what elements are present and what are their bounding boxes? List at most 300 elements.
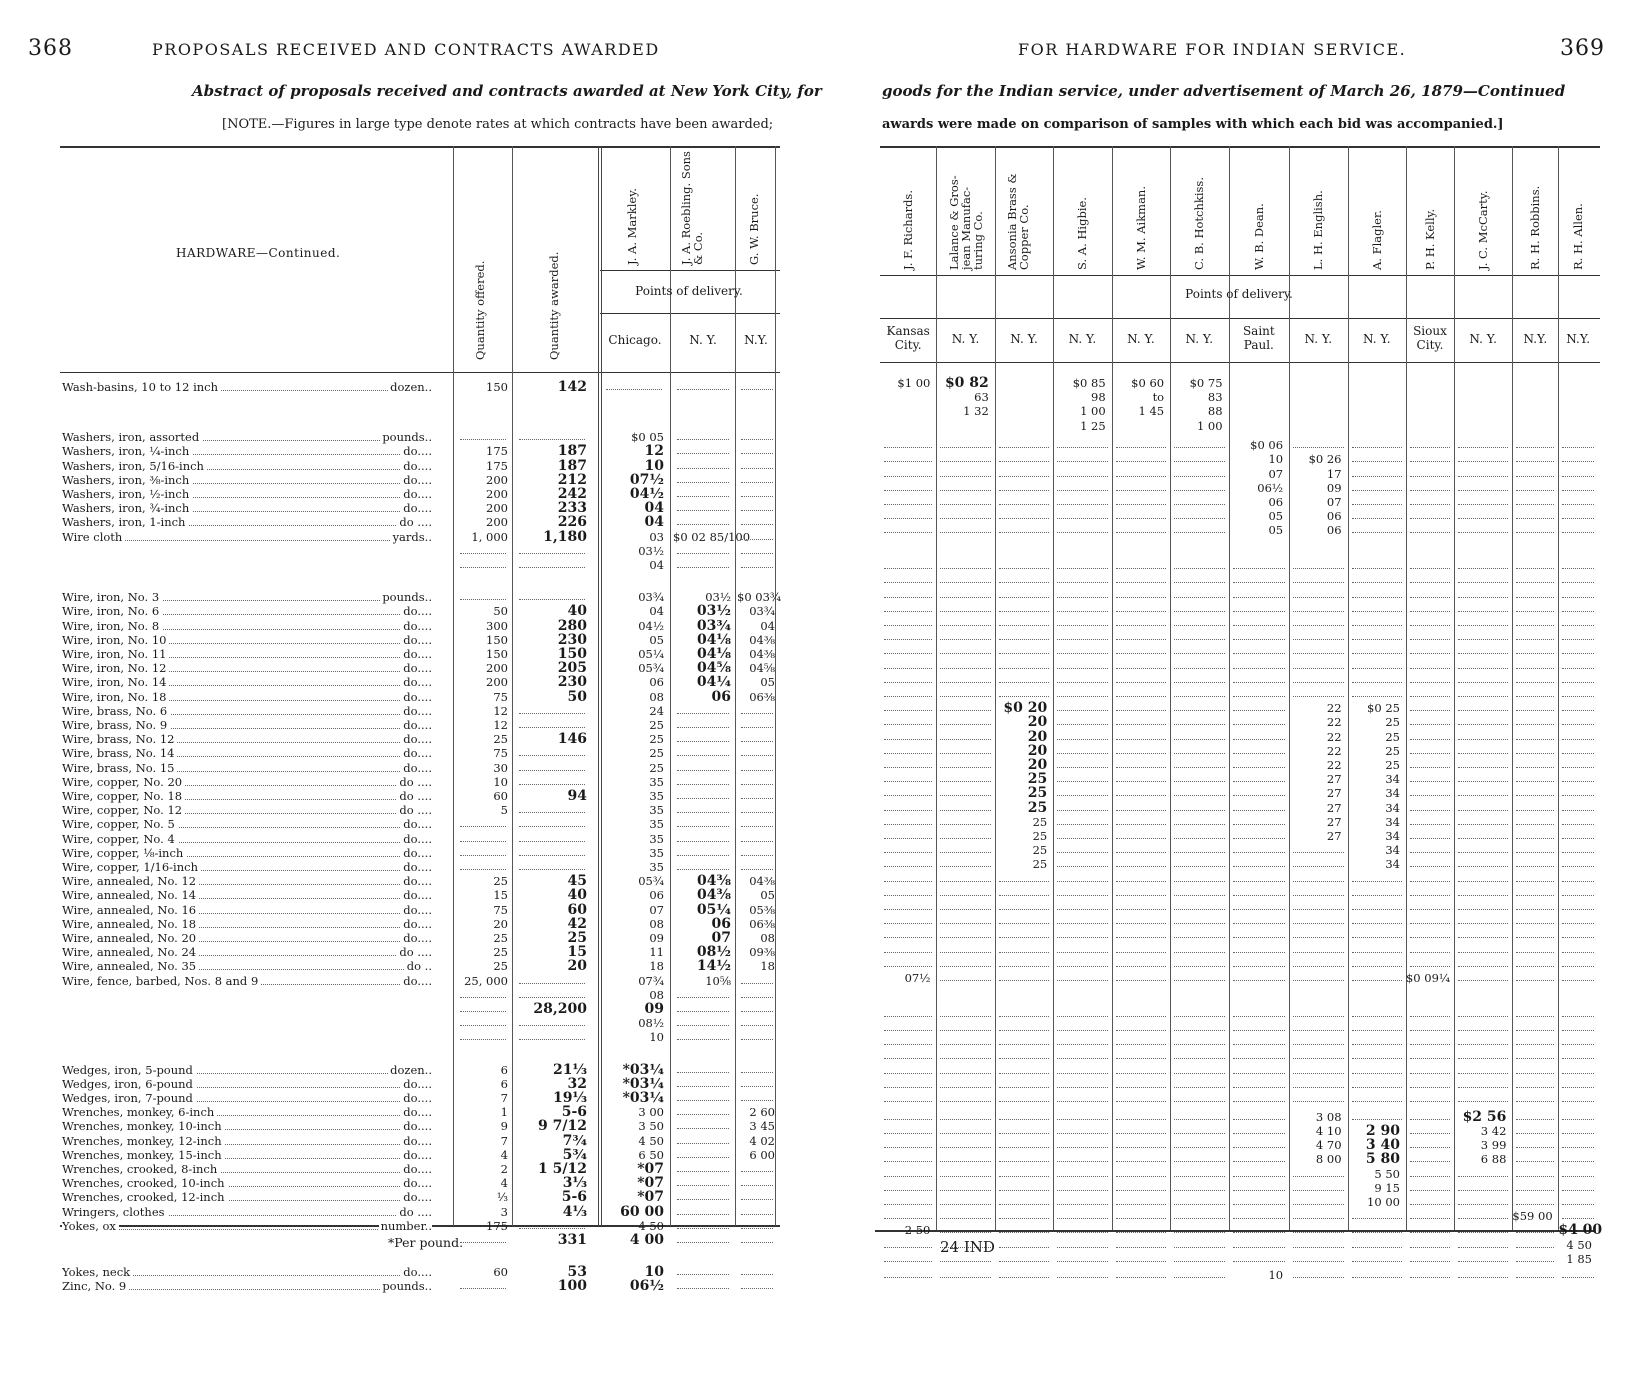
empty-cell [1410, 696, 1450, 711]
cell-c1: *03¼ [622, 1090, 664, 1106]
empty-cell [1057, 725, 1107, 740]
empty-cell [515, 1030, 587, 1044]
price-cell: 27 [1326, 786, 1342, 801]
left-page-number: 368 [28, 36, 73, 61]
empty-cell [1233, 568, 1286, 583]
empty-cell [1352, 504, 1402, 519]
cell-c1: 25 [649, 732, 664, 747]
empty-cell [1458, 433, 1508, 448]
empty-cell [1116, 611, 1166, 626]
empty-cell [999, 1044, 1049, 1059]
cell-offered: 175 [486, 458, 508, 473]
price-cell: 34 [1385, 800, 1400, 815]
empty-cell [1352, 462, 1402, 477]
price-cell: 20 [1027, 714, 1048, 731]
item-unit: do.... [403, 860, 432, 874]
empty-cell [1410, 1190, 1450, 1205]
cell-awarded: 187 [557, 457, 587, 474]
cell-awarded: 60 [567, 901, 587, 918]
empty-cell [1174, 639, 1224, 654]
cell-c1: 04½ [638, 618, 664, 633]
empty-cell [940, 625, 990, 640]
empty-cell [1562, 767, 1594, 782]
cell-offered: 25, 000 [464, 973, 508, 988]
cell-c1: 25 [649, 718, 664, 732]
empty-cell [1410, 462, 1450, 477]
empty-cell [884, 810, 932, 825]
empty-cell [1562, 781, 1594, 796]
item-unit: do .... [399, 803, 432, 818]
cell-c2: $0 02 85/100 [673, 529, 751, 544]
empty-cell [1233, 753, 1286, 768]
empty-cell [1174, 682, 1224, 697]
item-description [62, 1279, 432, 1293]
empty-cell [1410, 1059, 1450, 1074]
empty-cell [1116, 1147, 1166, 1162]
empty-cell [456, 1030, 508, 1044]
cell-c3: 05 [760, 888, 775, 903]
cell-c1: 35 [649, 803, 664, 818]
price-cell: 34 [1385, 772, 1400, 787]
table-row [62, 430, 778, 444]
empty-cell [1174, 1233, 1224, 1248]
empty-cell [1057, 1233, 1107, 1248]
cell-c3: 04⅜ [749, 632, 775, 647]
empty-cell [1233, 952, 1286, 967]
table-row [62, 1016, 778, 1030]
empty-cell [1174, 597, 1224, 612]
empty-cell [1057, 966, 1107, 981]
empty-cell [1410, 625, 1450, 640]
table-row [62, 619, 778, 633]
cell-c3: 04⅝ [749, 661, 775, 676]
empty-cell [1174, 1247, 1224, 1262]
right-header-bottom-rule [880, 362, 1600, 363]
empty-cell [1233, 583, 1286, 598]
empty-cell [1116, 838, 1166, 853]
price-cell: 27 [1326, 814, 1342, 829]
empty-cell [884, 625, 932, 640]
price-cell: 34 [1385, 857, 1400, 872]
table-row [62, 959, 778, 973]
cell-offered: 12 [493, 718, 508, 732]
table-row [62, 530, 778, 544]
cell-offered: 25 [493, 874, 508, 889]
empty-cell [1352, 583, 1402, 598]
empty-cell [884, 682, 932, 697]
empty-cell [884, 952, 932, 967]
empty-cell [1233, 696, 1286, 711]
empty-cell [1562, 1119, 1594, 1134]
empty-cell [1562, 938, 1594, 953]
empty-cell [884, 1002, 932, 1017]
cell-awarded: 94 [567, 788, 587, 804]
empty-cell [1458, 1247, 1508, 1262]
bidder-name: Ansonia Brass & Copper Co. [1005, 173, 1032, 270]
empty-cell [1057, 1162, 1107, 1177]
price-cell: 22 [1326, 743, 1342, 758]
empty-cell [1516, 952, 1554, 967]
table-row [62, 817, 778, 831]
empty-cell [940, 597, 990, 612]
item-unit: do.... [403, 444, 432, 459]
empty-cell [1516, 1162, 1554, 1177]
item-unit: do.... [403, 817, 432, 832]
empty-cell [1293, 881, 1343, 896]
empty-cell [1174, 625, 1224, 640]
cell-offered: 30 [493, 760, 508, 775]
empty-cell [1057, 1204, 1107, 1219]
item-label: Wire, iron, No. 6 [62, 604, 162, 618]
cell-awarded: 187 [557, 443, 587, 460]
empty-cell [1352, 1233, 1402, 1248]
delivery-point: Kansas City. [886, 324, 930, 352]
empty-cell [1458, 1190, 1508, 1205]
cell-c3: 6 00 [749, 1147, 775, 1162]
left-running-head: PROPOSALS RECEIVED AND CONTRACTS AWARDED [152, 40, 660, 59]
empty-cell [999, 625, 1049, 640]
price-cell: 25 [1032, 857, 1048, 872]
item-description [62, 832, 432, 846]
delivery-point: N. Y. [1010, 332, 1038, 346]
cell-awarded: 45 [567, 873, 587, 890]
item-label: Washers, iron, ¾-inch [62, 501, 192, 515]
table-row [62, 704, 778, 718]
empty-cell [999, 1002, 1049, 1017]
table-row [62, 661, 778, 675]
empty-cell [1174, 433, 1224, 448]
empty-cell [515, 558, 587, 572]
cell-c1: 09 [644, 1001, 664, 1017]
item-description [62, 1091, 432, 1105]
table-row [62, 746, 778, 760]
table-row [62, 732, 778, 746]
empty-cell [1352, 1218, 1402, 1233]
cell-c3: 04⅜ [749, 874, 775, 889]
table-row [62, 1205, 778, 1219]
empty-cell [1293, 1087, 1343, 1102]
delivery-point: N. Y. [951, 332, 980, 346]
empty-cell [999, 1233, 1049, 1248]
item-unit: pounds.. [382, 1279, 432, 1294]
empty-cell [1352, 1016, 1402, 1031]
cell-offered: 2 [500, 1162, 508, 1176]
empty-cell [999, 966, 1049, 981]
empty-cell [673, 1233, 731, 1247]
empty-cell [940, 1263, 990, 1278]
empty-cell [1116, 597, 1166, 612]
bidder-name: L. H. English. [1311, 190, 1326, 270]
item-label: Wire, copper, ⅛-inch [62, 846, 186, 860]
empty-cell [1057, 583, 1107, 598]
price-cell: $0 06 [1250, 438, 1284, 453]
empty-cell [1410, 895, 1450, 910]
empty-cell [884, 654, 932, 669]
empty-cell [1516, 447, 1554, 462]
empty-cell [1174, 852, 1224, 867]
empty-cell [1562, 568, 1594, 583]
empty-cell [1516, 824, 1554, 839]
empty-cell [1057, 1247, 1107, 1262]
empty-cell [1458, 1233, 1508, 1248]
bidder-name: P. H. Kelly. [1422, 208, 1437, 270]
empty-cell [1116, 1133, 1166, 1148]
item-description [62, 1219, 432, 1233]
empty-cell [1174, 1016, 1224, 1031]
cell-offered: 3 [500, 1204, 508, 1219]
empty-cell [1116, 725, 1166, 740]
empty-cell [1516, 654, 1554, 669]
item-description [62, 1176, 432, 1190]
price-cell: 1 85 [1566, 1251, 1592, 1266]
price-cell: 25 [1385, 729, 1400, 744]
price-cell: 3 40 [1365, 1137, 1400, 1154]
empty-cell [1293, 909, 1343, 924]
empty-cell [1516, 625, 1554, 640]
cell-awarded: 40 [567, 603, 587, 620]
empty-cell [1057, 504, 1107, 519]
delivery-point: N. Y. [1185, 332, 1214, 346]
price-cell: $0 75 [1189, 376, 1223, 390]
price-cell: 6 88 [1480, 1152, 1507, 1167]
empty-cell [1562, 810, 1594, 825]
empty-cell [1057, 923, 1107, 938]
cell-c1: *07 [637, 1161, 664, 1177]
item-unit: do.... [403, 647, 432, 661]
empty-cell [884, 852, 932, 867]
empty-cell [940, 1147, 990, 1162]
empty-cell [1516, 490, 1554, 505]
price-cell: 34 [1385, 843, 1400, 858]
empty-cell [1516, 668, 1554, 683]
empty-cell [1174, 611, 1224, 626]
item-label: Wedges, iron, 5-pound [62, 1063, 196, 1077]
price-cell: 20 [1027, 728, 1048, 745]
empty-cell [940, 447, 990, 462]
cell-offered: ⅓ [496, 1190, 508, 1205]
cell-c1: 25 [649, 746, 664, 761]
table-row [62, 1190, 778, 1204]
cell-c2: 04⅜ [697, 873, 731, 890]
item-unit: do.... [403, 1265, 432, 1280]
cell-awarded: 100 [557, 1278, 587, 1295]
empty-cell [1562, 1059, 1594, 1074]
empty-cell [940, 867, 990, 882]
empty-cell [1562, 725, 1594, 740]
empty-cell [1174, 1162, 1224, 1177]
empty-cell [1293, 852, 1343, 867]
empty-cell [673, 515, 731, 529]
cell-c3: 2 60 [749, 1105, 775, 1120]
cell-c1: 03¾ [638, 590, 664, 605]
item-label: Wrenches, crooked, 8-inch [62, 1162, 220, 1176]
empty-cell [1174, 881, 1224, 896]
empty-cell [1562, 852, 1594, 867]
item-description [62, 647, 432, 661]
empty-cell [1116, 462, 1166, 477]
item-label: Washers, iron, ⅜-inch [62, 473, 192, 487]
empty-cell [884, 938, 932, 953]
empty-cell [1057, 767, 1107, 782]
cell-awarded: 9 7/12 [538, 1118, 587, 1135]
cell-c2: 03½ [696, 603, 731, 620]
empty-cell [1458, 710, 1508, 725]
empty-cell [1458, 696, 1508, 711]
price-cell: 25 [1032, 843, 1048, 858]
empty-cell [1293, 554, 1343, 569]
table-row [62, 1134, 778, 1148]
item-label: Wire, annealed, No. 16 [62, 903, 199, 917]
item-description [62, 690, 432, 704]
empty-cell [1352, 1073, 1402, 1088]
item-unit: do.... [403, 888, 432, 903]
item-unit: do.... [403, 1133, 432, 1148]
empty-cell [1458, 654, 1508, 669]
right-header-rule [880, 275, 1600, 276]
item-unit: do.... [403, 973, 432, 988]
empty-cell [1516, 1002, 1554, 1017]
cell-c1: 09 [649, 931, 664, 945]
empty-cell [1458, 568, 1508, 583]
empty-cell [884, 1087, 932, 1102]
empty-cell [884, 1119, 932, 1134]
table-row [62, 1077, 778, 1091]
empty-cell [1293, 1247, 1343, 1262]
item-label: Wire, copper, 1/16-inch [62, 860, 201, 874]
empty-cell [940, 739, 990, 754]
empty-cell [940, 1204, 990, 1219]
left-delivery-rule-top [600, 270, 780, 271]
empty-cell [515, 590, 587, 604]
cell-awarded: 50 [567, 688, 587, 705]
empty-cell [456, 1279, 508, 1293]
empty-cell [1233, 1204, 1286, 1219]
empty-cell [737, 1233, 775, 1247]
cell-offered: 150 [486, 380, 508, 394]
table-row [880, 419, 1598, 433]
cell-c1: 60 00 [620, 1203, 664, 1220]
item-description [62, 874, 432, 888]
empty-cell [1516, 1059, 1554, 1074]
cell-awarded: 280 [557, 617, 587, 634]
empty-cell [1116, 1233, 1166, 1248]
empty-cell [1116, 810, 1166, 825]
price-cell: 27 [1326, 800, 1342, 815]
bidder-name: J. F. Richards. [901, 190, 916, 270]
empty-cell [1293, 1073, 1343, 1088]
empty-cell [1116, 1190, 1166, 1205]
empty-cell [1516, 725, 1554, 740]
cell-c1: *07 [637, 1175, 664, 1192]
empty-cell [1293, 1204, 1343, 1219]
empty-cell [1233, 1002, 1286, 1017]
empty-cell [1352, 1002, 1402, 1017]
empty-cell [1410, 433, 1450, 448]
empty-cell [1233, 1133, 1286, 1148]
empty-cell [515, 988, 587, 1002]
empty-cell [1293, 1233, 1343, 1248]
table-row [62, 1119, 778, 1133]
empty-cell [1352, 639, 1402, 654]
empty-cell [1562, 895, 1594, 910]
empty-cell [1233, 1105, 1286, 1120]
cell-offered: 25 [493, 945, 508, 960]
cell-awarded: 230 [557, 631, 587, 648]
price-cell: 10 [1268, 1267, 1284, 1282]
price-cell: 25 [1027, 785, 1048, 802]
empty-cell [1174, 938, 1224, 953]
empty-cell [737, 1030, 775, 1044]
empty-cell [1410, 476, 1450, 491]
empty-cell [940, 796, 990, 811]
cell-offered: 9 [500, 1119, 508, 1134]
item-unit: do.... [403, 746, 432, 761]
empty-cell [1174, 1105, 1224, 1120]
empty-cell [1057, 1087, 1107, 1102]
empty-cell [1174, 952, 1224, 967]
item-label: Wire, annealed, No. 24 [62, 945, 199, 959]
empty-cell [1410, 1119, 1450, 1134]
price-cell: 1 32 [963, 404, 989, 419]
empty-cell [1352, 668, 1402, 683]
empty-cell [884, 739, 932, 754]
empty-cell [999, 568, 1049, 583]
cell-offered: 6 [500, 1062, 508, 1077]
delivery-point: N. Y. [1127, 332, 1155, 346]
cell-c1: 4 50 [638, 1218, 664, 1233]
empty-cell [1233, 1147, 1286, 1162]
empty-cell [1516, 433, 1554, 448]
item-description [62, 459, 432, 473]
item-label: Zinc, No. 9 [62, 1279, 129, 1293]
cell-awarded: 32 [567, 1075, 587, 1092]
cell-c1: 07½ [629, 471, 664, 488]
empty-cell [1116, 1247, 1166, 1262]
cell-offered: 7 [500, 1091, 508, 1105]
empty-cell [1233, 654, 1286, 669]
price-cell: $0 82 [944, 375, 989, 391]
cell-c1: 06 [649, 675, 664, 690]
empty-cell [1293, 1044, 1343, 1059]
price-cell: 25 [1385, 743, 1400, 758]
empty-cell [1562, 1147, 1594, 1162]
item-description [62, 675, 432, 689]
empty-cell [1410, 1073, 1450, 1088]
empty-cell [1562, 1087, 1594, 1102]
empty-cell [1174, 838, 1224, 853]
empty-cell [1410, 867, 1450, 882]
empty-cell [1516, 1087, 1554, 1102]
table-row [62, 789, 778, 803]
empty-cell [1410, 568, 1450, 583]
empty-cell [1516, 597, 1554, 612]
empty-cell [1458, 796, 1508, 811]
empty-cell [1057, 909, 1107, 924]
item-description [62, 817, 432, 831]
points-of-delivery: Points of delivery. [1185, 287, 1293, 301]
empty-cell [1410, 1044, 1450, 1059]
item-label: Wire, brass, No. 12 [62, 732, 177, 746]
cell-c1: $0 05 [631, 430, 664, 445]
empty-cell [940, 895, 990, 910]
empty-cell [1057, 668, 1107, 683]
empty-cell [1233, 796, 1286, 811]
empty-cell [940, 1190, 990, 1205]
item-label: Wire, iron, No. 18 [62, 690, 169, 704]
cell-offered: 75 [493, 689, 508, 704]
empty-cell [1293, 1263, 1343, 1278]
empty-cell [999, 1162, 1049, 1177]
